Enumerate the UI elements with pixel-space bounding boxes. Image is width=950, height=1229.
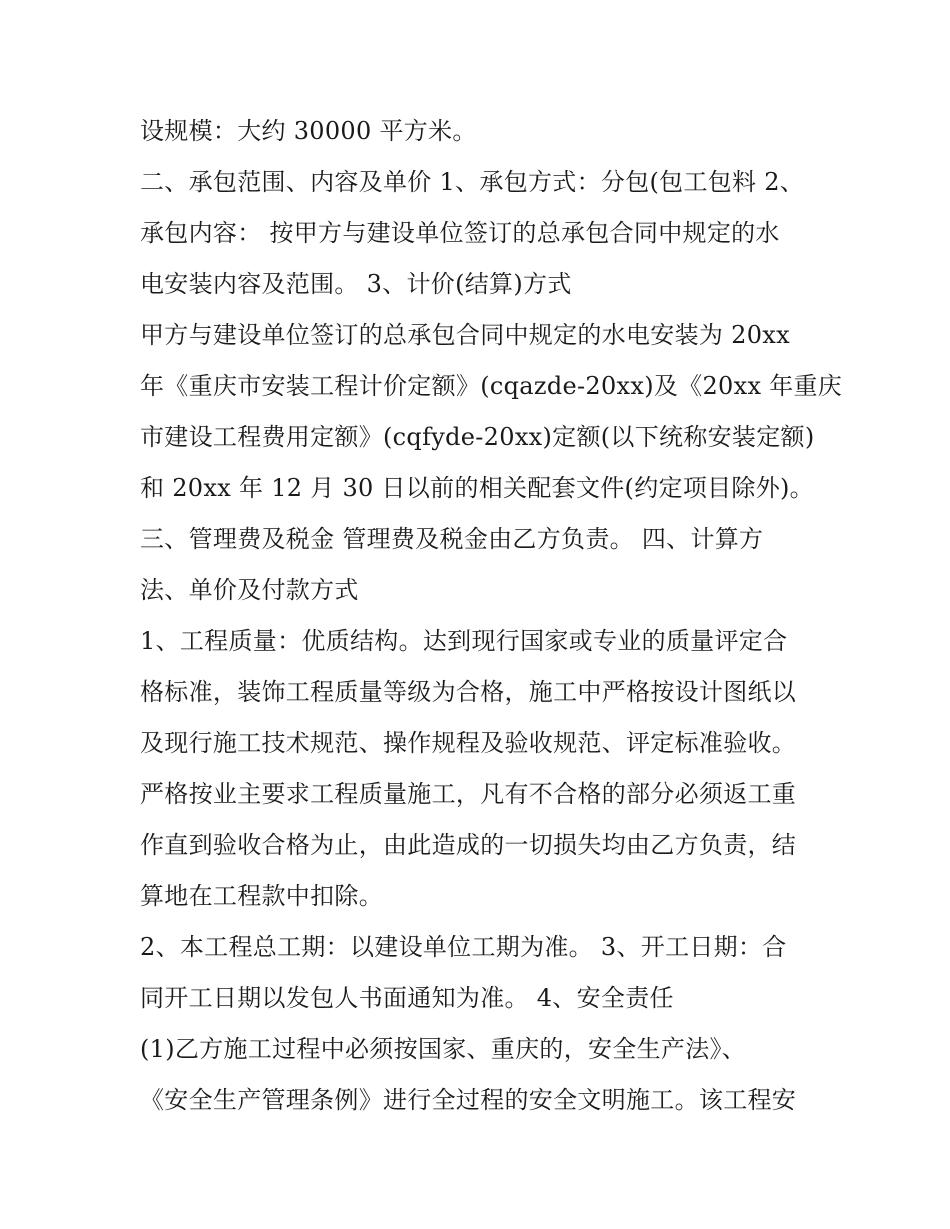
text-line: 格标准，装饰工程质量等级为合格，施工中严格按设计图纸以 [140,678,797,706]
text-line: 设规模：大约 30000 平方米。 [140,117,477,145]
document-body [140,106,843,1126]
text-line: 1、工程质量：优质结构。达到现行国家或专业的质量评定合 [140,627,788,655]
text-line: 法、单价及付款方式 [140,576,359,604]
text-line: 严格按业主要求工程质量施工，凡有不合格的部分必须返工重 [140,780,797,808]
text-line: 甲方与建设单位签订的总承包合同中规定的水电安装为 20xx [140,321,790,349]
text-line: 三、管理费及税金 管理费及税金由乙方负责。 四、计算方 [140,525,764,553]
text-line: 2、本工程总工期：以建设单位工期为准。 3、开工日期：合 [140,933,787,961]
text-line: 二、承包范围、内容及单价 1、承包方式：分包(包工包料 2、 [140,168,805,196]
text-line: 和 20xx 年 12 月 30 日以前的相关配套文件(约定项目除外)。 [140,474,814,502]
text-line: 年《重庆市安装工程计价定额》(cqazde-20xx)及《20xx 年重庆 [140,372,843,400]
text-line: 算地在工程款中扣除。 [140,882,383,910]
text-line: 《安全生产管理条例》进行全过程的安全文明施工。该工程安 [140,1086,797,1114]
text-line: (1)乙方施工过程中必须按国家、重庆的，安全生产法》、 [140,1035,747,1063]
text-line: 电安装内容及范围。 3、计价(结算)方式 [140,270,572,298]
text-line: 同开工日期以发包人书面通知为准。 4、安全责任 [140,984,674,1012]
text-line: 作直到验收合格为止，由此造成的一切损失均由乙方负责，结 [140,831,797,859]
text-line: 承包内容： 按甲方与建设单位签订的总承包合同中规定的水 [140,219,780,247]
text-line: 市建设工程费用定额》(cqfyde-20xx)定额(以下统称安装定额) [140,423,815,451]
text-line: 及现行施工技术规范、操作规程及验收规范、评定标准验收。 [140,729,797,757]
